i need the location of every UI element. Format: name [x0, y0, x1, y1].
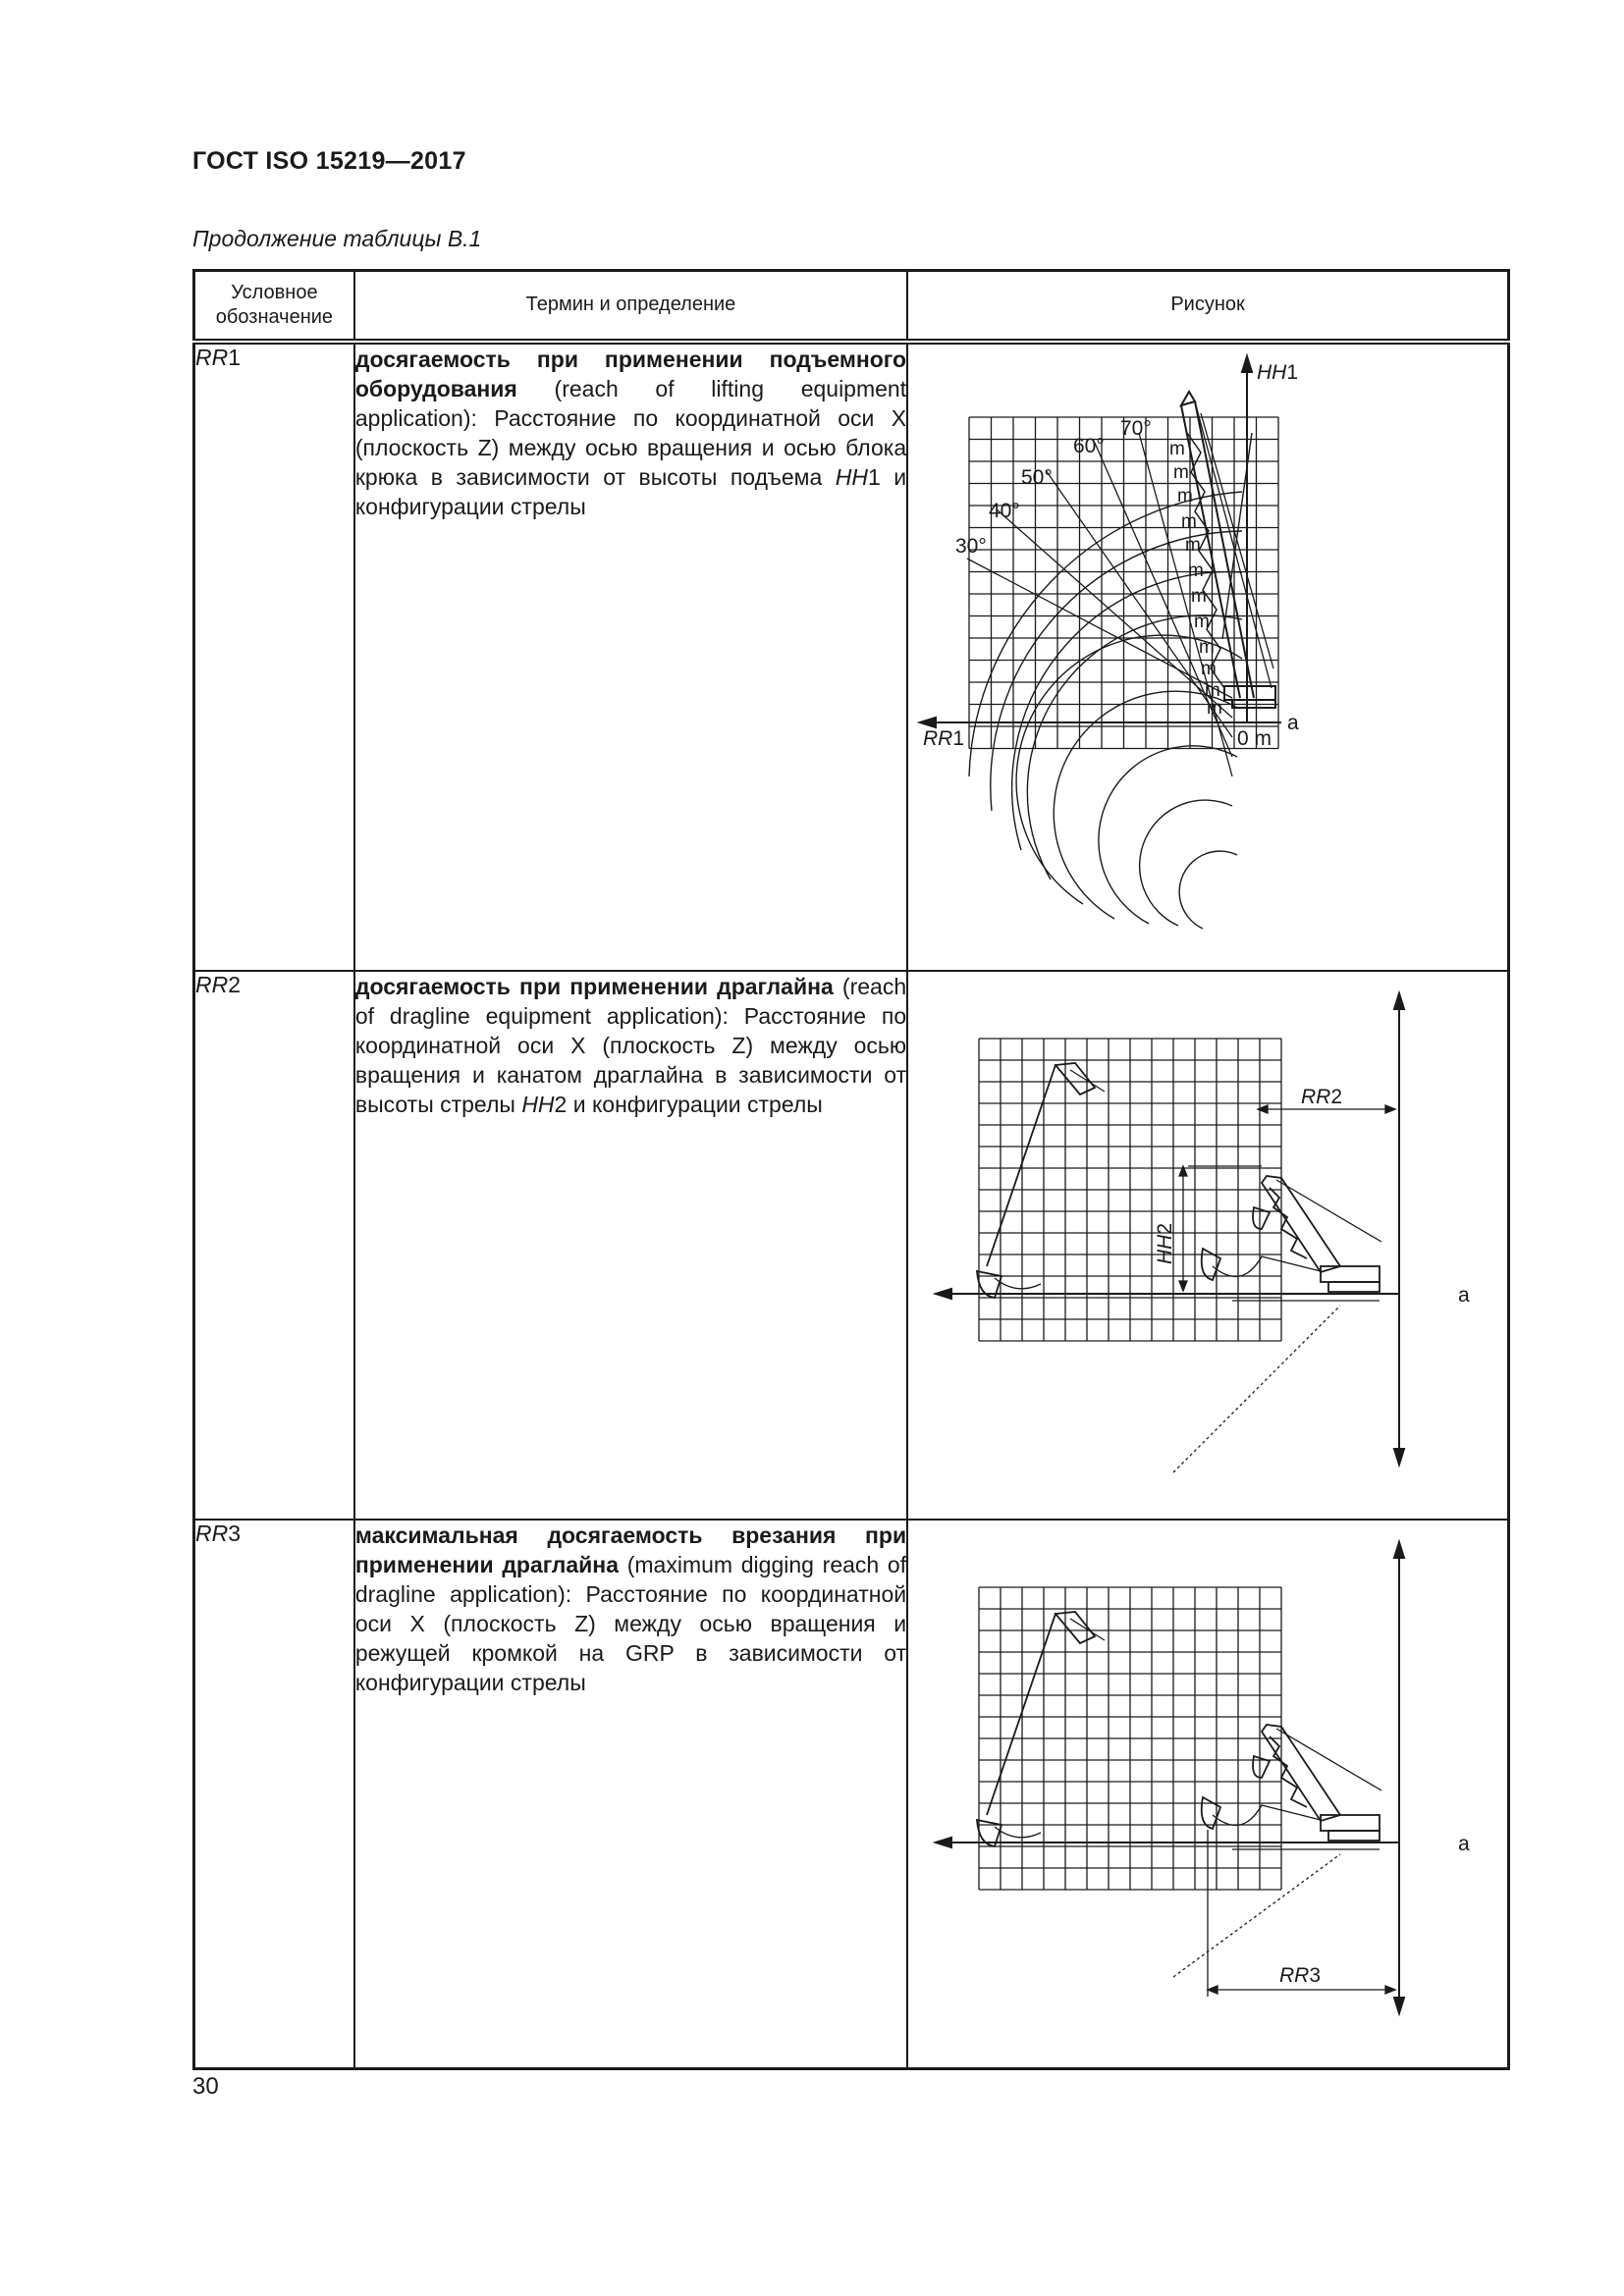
- dimension-rr2-label: RR2: [1301, 1085, 1343, 1108]
- term-definition: (reach of lifting equipment application): Расстояние по координатной оси X (плоскость Z) между осью вращения и осью блока крюка в зависимости от высоты подъема: [354, 375, 907, 490]
- term-name: максимальная досягаемость врезания при применении драглайна: [354, 1522, 907, 1577]
- point-a-label: a: [1287, 711, 1299, 734]
- axes: [936, 1542, 1404, 2013]
- header-figure: Рисунок: [907, 271, 1508, 342]
- origin-label: 0 m: [1237, 726, 1272, 750]
- header-term: Термин и определение: [354, 271, 907, 342]
- svg-text:m: m: [1181, 510, 1197, 532]
- point-a-label: a: [1458, 1283, 1470, 1307]
- page-number: 30: [192, 2073, 219, 2100]
- symbol-cell: [194, 971, 354, 1520]
- symbol-number: 3: [228, 1520, 242, 1546]
- symbol-letters: RR: [195, 344, 229, 370]
- term-definition-end: 2 и конфигурации стрелы: [554, 1091, 823, 1117]
- svg-text:m: m: [1169, 438, 1185, 459]
- symbol-letters: RR: [195, 971, 229, 997]
- angle-label-50: 50°: [1021, 465, 1053, 489]
- table-row: [194, 1520, 1509, 2069]
- term-italic: НН: [521, 1091, 555, 1117]
- table-row: [194, 971, 1509, 1520]
- angle-label-60: 60°: [1073, 434, 1105, 457]
- svg-text:m: m: [1194, 611, 1210, 632]
- dimension-rr3-label: RR3: [1279, 1963, 1322, 1987]
- term-italic: НН: [835, 463, 868, 490]
- angle-label-70: 70°: [1120, 416, 1152, 440]
- header-symbol: Условное обозначение: [194, 271, 354, 342]
- figure-labels: [1154, 1086, 1470, 1307]
- figure-labels: [923, 361, 1299, 750]
- term-definition: (maximum digging reach of dragline application): Расстояние по координатной оси X (плоскость Z) между осью вращения и режущей кромкой на GRP в зависимости от конфигурации стрелы: [354, 1551, 907, 1695]
- symbol-letters: RR: [195, 1520, 229, 1546]
- point-a-label: a: [1458, 1832, 1470, 1855]
- table-caption: Продолжение таблицы В.1: [192, 226, 482, 251]
- figure-cell: [907, 1520, 1508, 2069]
- table-row: [194, 342, 1509, 971]
- svg-text:m: m: [1207, 697, 1222, 719]
- svg-text:m: m: [1191, 585, 1207, 607]
- svg-text:m: m: [1188, 560, 1204, 581]
- figure-cell: [907, 971, 1508, 1520]
- table-header-row: [194, 271, 1509, 342]
- figure-labels: [1279, 1833, 1470, 1987]
- svg-text:m: m: [1177, 485, 1193, 507]
- grid: [979, 1587, 1281, 1890]
- symbol-number: 2: [228, 971, 242, 997]
- dimension-hh2-label: HH2: [1154, 1222, 1177, 1264]
- symbol-cell: [194, 1520, 354, 2069]
- term-name: досягаемость при применении подъемного оборудования: [354, 346, 907, 401]
- dragline-dig-reach-diagram: [908, 1521, 1508, 2062]
- term-name: досягаемость при применении драглайна: [354, 973, 834, 999]
- term-cell: [354, 342, 907, 971]
- document-header: ГОСТ ISO 15219—2017: [192, 147, 466, 175]
- term-cell: [354, 971, 907, 1520]
- term-definition: (reach of dragline equipment application): Расстояние по координатной оси X (плоскость Z) между осью вращения и канатом драглайна в зависимости от высоты стрелы: [354, 973, 907, 1117]
- angle-label-40: 40°: [989, 499, 1020, 522]
- svg-text:m: m: [1205, 679, 1220, 701]
- dragline-crane: [977, 1612, 1381, 1977]
- svg-text:m: m: [1185, 534, 1201, 556]
- axis-horizontal-label: RR1: [923, 726, 965, 750]
- grid: [979, 1039, 1281, 1341]
- definitions-table: [192, 269, 1510, 2070]
- symbol-cell: [194, 342, 354, 971]
- figure-cell: [907, 342, 1508, 971]
- symbol-number: 1: [228, 344, 242, 370]
- lifting-reach-diagram: [908, 345, 1508, 965]
- svg-text:m: m: [1201, 658, 1217, 679]
- svg-text:m: m: [1173, 461, 1189, 483]
- svg-text:m: m: [1199, 636, 1215, 658]
- term-cell: [354, 1520, 907, 2069]
- dragline-reach-diagram: [908, 972, 1508, 1514]
- axis-vertical-label: HH1: [1257, 360, 1299, 384]
- angle-label-30: 30°: [955, 534, 987, 558]
- term-definition-end: 1 и конфигурации стрелы: [354, 463, 907, 519]
